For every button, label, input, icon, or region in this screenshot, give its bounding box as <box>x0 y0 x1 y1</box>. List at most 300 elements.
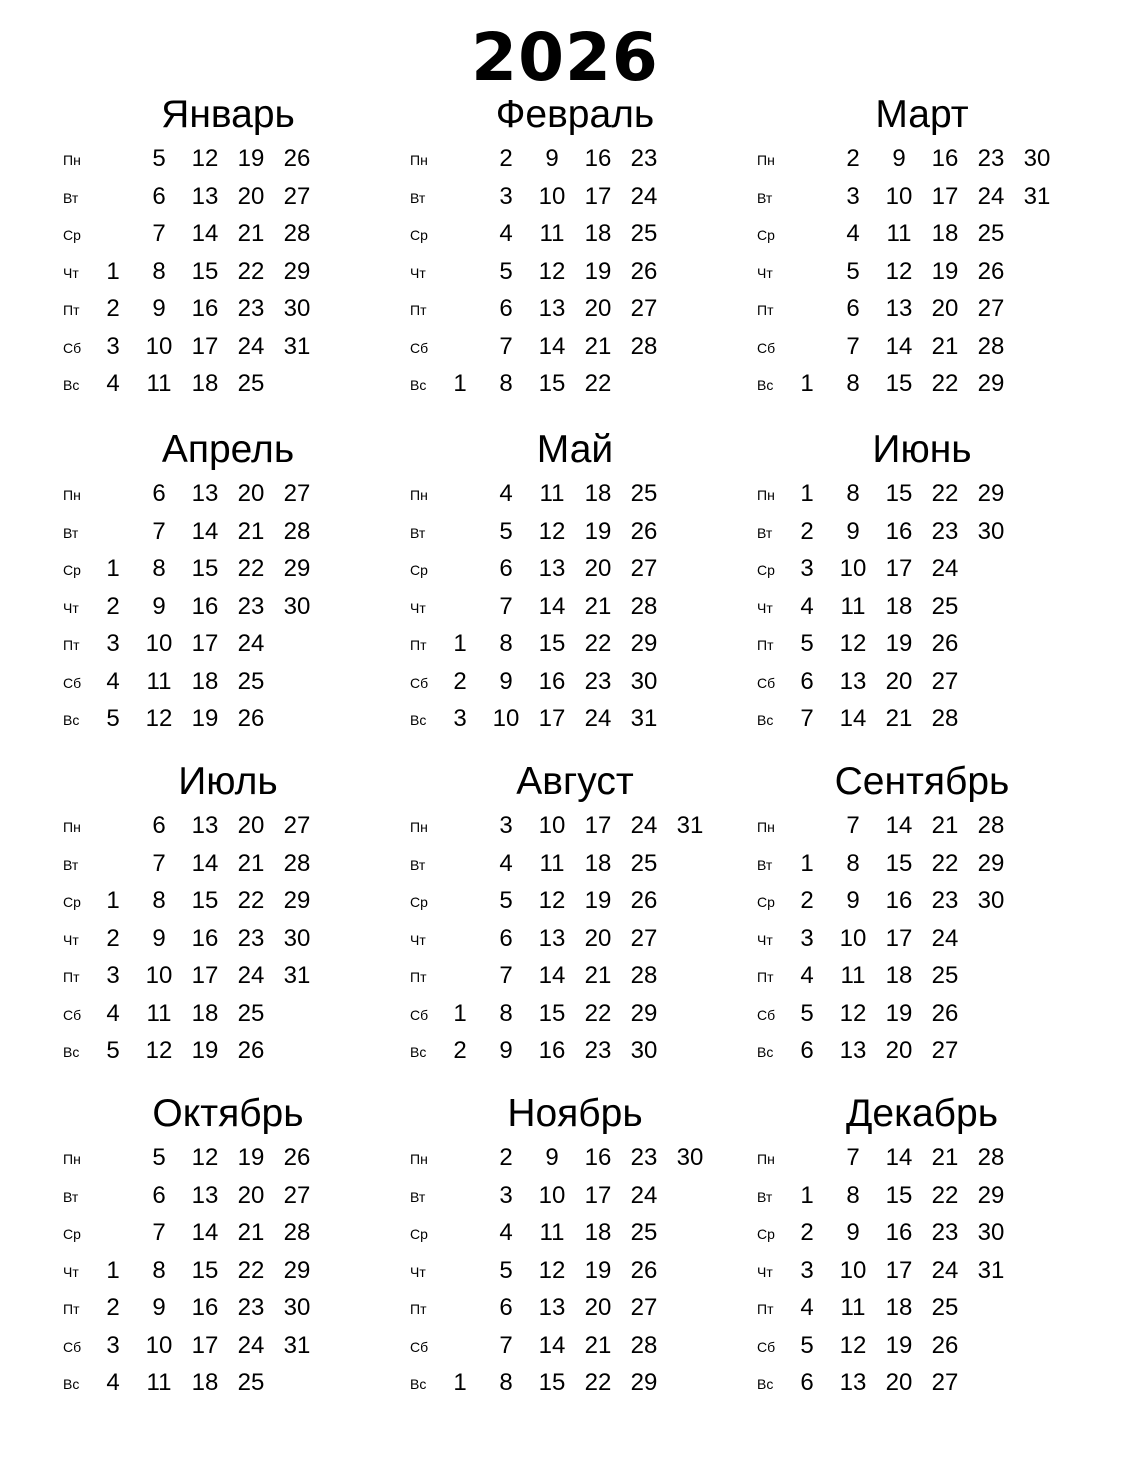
day-cell: 9 <box>499 1037 513 1064</box>
weekday-label: Пт <box>410 637 427 653</box>
day-cell: 6 <box>800 1037 814 1064</box>
day-cell: 19 <box>885 1331 913 1359</box>
weekday-label: Ср <box>410 227 428 243</box>
day-cell: 8 <box>499 370 513 397</box>
day-cell: 12 <box>538 1256 566 1284</box>
day-cell: 8 <box>152 887 166 914</box>
day-cell: 22 <box>931 370 959 397</box>
day-cell: 17 <box>885 555 913 582</box>
day-cell: 24 <box>931 1256 959 1284</box>
day-cell: 15 <box>538 630 566 657</box>
day-cell: 25 <box>630 1219 658 1246</box>
day-cell: 12 <box>538 257 566 285</box>
weekday-label: Вт <box>63 856 79 873</box>
day-cell: 2 <box>800 517 814 545</box>
day-cell: 2 <box>800 887 814 914</box>
weekday-label: Вт <box>410 856 426 873</box>
day-cell: 20 <box>584 555 612 582</box>
day-cell: 18 <box>191 999 219 1027</box>
day-cell: 31 <box>283 1331 311 1359</box>
day-cell: 30 <box>630 667 658 695</box>
day-cell: 29 <box>977 480 1005 507</box>
day-cell: 15 <box>191 555 219 582</box>
day-cell: 28 <box>630 332 658 360</box>
day-cell: 19 <box>584 887 612 914</box>
day-cell: 18 <box>584 220 612 247</box>
day-cell: 7 <box>499 1331 513 1359</box>
day-cell: 2 <box>106 1294 120 1321</box>
day-cell: 12 <box>191 145 219 172</box>
month-name: Декабрь <box>845 1092 999 1135</box>
day-cell: 5 <box>152 1144 166 1171</box>
weekday-label: Пн <box>410 487 428 503</box>
day-cell: 5 <box>106 1037 120 1064</box>
day-cell: 17 <box>584 1181 612 1209</box>
day-cell: 11 <box>840 592 866 620</box>
day-cell: 26 <box>237 1037 265 1064</box>
day-cell: 27 <box>931 1037 959 1064</box>
day-cell: 16 <box>885 1219 913 1246</box>
day-cell: 10 <box>538 812 566 839</box>
day-cell: 2 <box>499 145 513 172</box>
day-cell: 4 <box>499 220 513 247</box>
day-cell: 16 <box>538 667 566 695</box>
month-block <box>757 428 1087 748</box>
day-cell: 28 <box>283 1219 311 1246</box>
weekday-label: Вс <box>757 1044 774 1060</box>
weekday-label: Пт <box>63 969 80 985</box>
day-cell: 22 <box>931 480 959 507</box>
month-name: Май <box>536 428 614 471</box>
day-cell: 12 <box>538 517 566 545</box>
day-cell: 24 <box>237 630 265 657</box>
day-cell: 6 <box>499 1294 513 1321</box>
month-name: Октябрь <box>152 1092 304 1135</box>
weekday-label: Сб <box>757 674 776 691</box>
day-cell: 2 <box>846 145 860 172</box>
day-cell: 20 <box>885 667 913 695</box>
day-cell: 1 <box>106 257 120 285</box>
day-cell: 1 <box>453 630 467 657</box>
weekday-label: Ср <box>757 562 775 578</box>
day-cell: 6 <box>800 1369 814 1396</box>
month-block <box>63 1092 393 1412</box>
day-cell: 3 <box>800 924 814 952</box>
day-cell: 7 <box>152 849 166 877</box>
weekday-label: Пн <box>63 152 81 168</box>
day-cell: 4 <box>499 480 513 507</box>
day-cell: 7 <box>499 962 513 989</box>
weekday-label: Сб <box>757 1338 776 1355</box>
weekday-label: Чт <box>63 931 79 948</box>
weekday-label: Сб <box>63 1006 82 1023</box>
weekday-label: Пт <box>757 969 774 985</box>
day-cell: 5 <box>800 630 814 657</box>
day-cell: 21 <box>584 962 612 989</box>
day-cell: 14 <box>538 962 566 989</box>
day-cell: 9 <box>152 295 166 322</box>
day-cell: 7 <box>800 705 814 732</box>
day-cell: 27 <box>283 182 311 210</box>
day-cell: 15 <box>885 480 913 507</box>
day-cell: 27 <box>931 667 959 695</box>
day-cell: 13 <box>538 295 566 322</box>
day-cell: 16 <box>584 145 612 172</box>
day-cell: 25 <box>931 962 959 989</box>
day-cell: 11 <box>539 480 565 507</box>
weekday-label: Ср <box>757 227 775 243</box>
day-cell: 11 <box>840 962 866 989</box>
weekday-label: Ср <box>757 894 775 910</box>
day-cell: 14 <box>885 812 913 839</box>
day-cell: 18 <box>191 667 219 695</box>
day-cell: 17 <box>584 812 612 839</box>
day-cell: 29 <box>977 1181 1005 1209</box>
day-cell: 9 <box>846 517 860 545</box>
day-cell: 30 <box>977 887 1005 914</box>
weekday-label: Вс <box>757 1376 774 1392</box>
day-cell: 26 <box>630 517 658 545</box>
day-cell: 17 <box>885 1256 913 1284</box>
day-cell: 16 <box>584 1144 612 1171</box>
weekday-label: Сб <box>410 1006 429 1023</box>
day-cell: 16 <box>885 887 913 914</box>
day-cell: 14 <box>538 332 566 360</box>
month-block <box>757 1092 1087 1412</box>
day-cell: 1 <box>800 1181 814 1209</box>
weekday-label: Чт <box>757 1263 773 1280</box>
day-cell: 29 <box>283 555 311 582</box>
weekday-label: Вт <box>63 189 79 206</box>
weekday-label: Вт <box>410 524 426 541</box>
day-cell: 6 <box>846 295 860 322</box>
day-cell: 26 <box>977 257 1005 285</box>
weekday-label: Пт <box>410 302 427 318</box>
day-cell: 4 <box>106 1369 120 1396</box>
day-cell: 16 <box>931 145 959 172</box>
day-cell: 11 <box>146 999 172 1027</box>
day-cell: 6 <box>499 924 513 952</box>
day-cell: 17 <box>191 332 219 360</box>
day-cell: 19 <box>584 257 612 285</box>
weekday-label: Вт <box>757 189 773 206</box>
weekday-label: Вс <box>410 377 427 393</box>
day-cell: 7 <box>152 517 166 545</box>
day-cell: 22 <box>237 257 265 285</box>
day-cell: 3 <box>106 1331 120 1359</box>
weekday-label: Ср <box>63 562 81 578</box>
day-cell: 8 <box>846 480 860 507</box>
day-cell: 26 <box>630 1256 658 1284</box>
day-cell: 11 <box>146 1369 172 1396</box>
weekday-label: Сб <box>410 674 429 691</box>
month-name: Август <box>516 760 634 803</box>
day-cell: 25 <box>977 220 1005 247</box>
month-name: Ноябрь <box>507 1092 643 1135</box>
day-cell: 24 <box>630 812 658 839</box>
day-cell: 12 <box>885 257 913 285</box>
day-cell: 1 <box>106 555 120 582</box>
day-cell: 10 <box>538 1181 566 1209</box>
day-cell: 13 <box>839 1037 867 1064</box>
day-cell: 31 <box>630 705 658 732</box>
day-cell: 24 <box>630 1181 658 1209</box>
day-cell: 29 <box>977 849 1005 877</box>
day-cell: 19 <box>584 1256 612 1284</box>
day-cell: 26 <box>283 1144 311 1171</box>
day-cell: 1 <box>106 887 120 914</box>
day-cell: 20 <box>237 812 265 839</box>
day-cell: 5 <box>499 1256 513 1284</box>
day-cell: 25 <box>931 1294 959 1321</box>
weekday-label: Сб <box>410 1338 429 1355</box>
day-cell: 4 <box>106 370 120 397</box>
day-cell: 3 <box>453 705 467 732</box>
day-cell: 2 <box>106 592 120 620</box>
day-cell: 28 <box>931 705 959 732</box>
day-cell: 12 <box>538 887 566 914</box>
day-cell: 30 <box>283 924 311 952</box>
day-cell: 4 <box>106 999 120 1027</box>
day-cell: 29 <box>283 887 311 914</box>
day-cell: 27 <box>283 1181 311 1209</box>
weekday-label: Сб <box>63 1338 82 1355</box>
day-cell: 4 <box>800 962 814 989</box>
day-cell: 12 <box>191 1144 219 1171</box>
day-cell: 9 <box>499 667 513 695</box>
day-cell: 23 <box>931 517 959 545</box>
day-cell: 7 <box>499 592 513 620</box>
day-cell: 11 <box>539 849 565 877</box>
day-cell: 8 <box>846 849 860 877</box>
weekday-label: Вт <box>63 1188 79 1205</box>
day-cell: 15 <box>885 1181 913 1209</box>
day-cell: 27 <box>283 812 311 839</box>
day-cell: 20 <box>931 295 959 322</box>
day-cell: 16 <box>191 592 219 620</box>
day-cell: 6 <box>152 812 166 839</box>
month-name: Апрель <box>161 428 295 471</box>
day-cell: 3 <box>499 182 513 210</box>
day-cell: 9 <box>846 887 860 914</box>
day-cell: 18 <box>584 849 612 877</box>
day-cell: 9 <box>545 145 559 172</box>
day-cell: 13 <box>538 924 566 952</box>
day-cell: 11 <box>146 370 172 397</box>
day-cell: 20 <box>237 480 265 507</box>
day-cell: 14 <box>191 1219 219 1246</box>
day-cell: 31 <box>1023 182 1051 210</box>
month-block <box>63 428 393 748</box>
day-cell: 17 <box>191 630 219 657</box>
weekday-label: Пт <box>63 637 80 653</box>
weekday-label: Вс <box>63 712 80 728</box>
weekday-label: Пт <box>757 1301 774 1317</box>
weekday-label: Пн <box>410 152 428 168</box>
day-cell: 4 <box>800 592 814 620</box>
weekday-label: Пн <box>410 1151 428 1167</box>
weekday-label: Чт <box>410 599 426 616</box>
day-cell: 11 <box>539 1219 565 1246</box>
weekday-label: Вт <box>410 189 426 206</box>
day-cell: 12 <box>839 630 867 657</box>
day-cell: 30 <box>1023 145 1051 172</box>
day-cell: 14 <box>839 705 867 732</box>
day-cell: 31 <box>977 1256 1005 1284</box>
month-name: Июнь <box>872 428 972 471</box>
day-cell: 26 <box>931 1331 959 1359</box>
day-cell: 14 <box>191 849 219 877</box>
day-cell: 12 <box>145 705 173 732</box>
day-cell: 28 <box>630 962 658 989</box>
day-cell: 28 <box>977 812 1005 839</box>
weekday-label: Вт <box>757 1188 773 1205</box>
day-cell: 24 <box>630 182 658 210</box>
day-cell: 5 <box>499 257 513 285</box>
day-cell: 17 <box>885 924 913 952</box>
month-block <box>410 428 740 748</box>
day-cell: 9 <box>152 592 166 620</box>
day-cell: 24 <box>237 1331 265 1359</box>
day-cell: 16 <box>191 1294 219 1321</box>
weekday-label: Сб <box>757 1006 776 1023</box>
weekday-label: Чт <box>757 599 773 616</box>
day-cell: 29 <box>630 999 658 1027</box>
weekday-label: Ср <box>410 1226 428 1242</box>
weekday-label: Чт <box>757 931 773 948</box>
day-cell: 11 <box>539 220 565 247</box>
day-cell: 15 <box>885 370 913 397</box>
weekday-label: Чт <box>410 264 426 281</box>
day-cell: 2 <box>499 1144 513 1171</box>
day-cell: 5 <box>499 517 513 545</box>
day-cell: 13 <box>538 1294 566 1321</box>
day-cell: 26 <box>630 887 658 914</box>
day-cell: 24 <box>931 555 959 582</box>
day-cell: 9 <box>846 1219 860 1246</box>
weekday-label: Вс <box>757 712 774 728</box>
day-cell: 10 <box>145 630 173 657</box>
day-cell: 19 <box>584 517 612 545</box>
day-cell: 4 <box>106 667 120 695</box>
day-cell: 15 <box>191 257 219 285</box>
day-cell: 19 <box>237 145 265 172</box>
day-cell: 21 <box>584 592 612 620</box>
weekday-label: Пн <box>410 819 428 835</box>
weekday-label: Вс <box>63 1376 80 1392</box>
day-cell: 2 <box>453 1037 467 1064</box>
day-cell: 5 <box>800 999 814 1027</box>
day-cell: 19 <box>191 1037 219 1064</box>
day-cell: 15 <box>538 1369 566 1396</box>
day-cell: 7 <box>846 332 860 360</box>
day-cell: 20 <box>237 182 265 210</box>
day-cell: 12 <box>145 1037 173 1064</box>
day-cell: 6 <box>152 480 166 507</box>
day-cell: 20 <box>584 924 612 952</box>
day-cell: 3 <box>106 332 120 360</box>
day-cell: 20 <box>584 295 612 322</box>
day-cell: 7 <box>152 1219 166 1246</box>
day-cell: 22 <box>237 555 265 582</box>
day-cell: 6 <box>499 295 513 322</box>
day-cell: 15 <box>538 999 566 1027</box>
day-cell: 25 <box>237 370 265 397</box>
weekday-label: Сб <box>410 339 429 356</box>
day-cell: 8 <box>152 555 166 582</box>
day-cell: 8 <box>846 1181 860 1209</box>
day-cell: 29 <box>977 370 1005 397</box>
day-cell: 23 <box>237 295 265 322</box>
day-cell: 2 <box>800 1219 814 1246</box>
day-cell: 28 <box>283 220 311 247</box>
day-cell: 15 <box>191 887 219 914</box>
day-cell: 29 <box>283 257 311 285</box>
day-cell: 28 <box>283 849 311 877</box>
day-cell: 10 <box>839 555 867 582</box>
month-block <box>410 1092 740 1412</box>
day-cell: 3 <box>499 812 513 839</box>
day-cell: 10 <box>145 1331 173 1359</box>
day-cell: 29 <box>283 1256 311 1284</box>
day-cell: 21 <box>237 517 265 545</box>
day-cell: 17 <box>538 705 566 732</box>
day-cell: 14 <box>885 1144 913 1171</box>
day-cell: 9 <box>892 145 906 172</box>
day-cell: 27 <box>630 924 658 952</box>
day-cell: 1 <box>453 999 467 1027</box>
day-cell: 21 <box>237 1219 265 1246</box>
day-cell: 1 <box>106 1256 120 1284</box>
day-cell: 22 <box>584 630 612 657</box>
day-cell: 13 <box>538 555 566 582</box>
day-cell: 11 <box>146 667 172 695</box>
weekday-label: Ср <box>410 894 428 910</box>
day-cell: 17 <box>191 962 219 989</box>
day-cell: 6 <box>800 667 814 695</box>
year-title: 2026 <box>471 19 659 96</box>
day-cell: 23 <box>237 592 265 620</box>
day-cell: 5 <box>800 1331 814 1359</box>
day-cell: 26 <box>931 999 959 1027</box>
weekday-label: Ср <box>63 1226 81 1242</box>
weekday-label: Чт <box>410 931 426 948</box>
day-cell: 23 <box>584 1037 612 1064</box>
day-cell: 10 <box>538 182 566 210</box>
day-cell: 18 <box>931 220 959 247</box>
day-cell: 20 <box>885 1037 913 1064</box>
day-cell: 13 <box>885 295 913 322</box>
day-cell: 17 <box>584 182 612 210</box>
day-cell: 2 <box>453 667 467 695</box>
day-cell: 13 <box>191 812 219 839</box>
day-cell: 1 <box>453 1369 467 1396</box>
day-cell: 21 <box>584 332 612 360</box>
day-cell: 27 <box>283 480 311 507</box>
day-cell: 24 <box>584 705 612 732</box>
day-cell: 14 <box>538 1331 566 1359</box>
day-cell: 16 <box>538 1037 566 1064</box>
day-cell: 25 <box>630 480 658 507</box>
weekday-label: Вс <box>757 377 774 393</box>
day-cell: 22 <box>237 1256 265 1284</box>
day-cell: 3 <box>846 182 860 210</box>
day-cell: 8 <box>499 630 513 657</box>
day-cell: 29 <box>630 630 658 657</box>
day-cell: 14 <box>885 332 913 360</box>
day-cell: 27 <box>630 555 658 582</box>
day-cell: 19 <box>237 1144 265 1171</box>
